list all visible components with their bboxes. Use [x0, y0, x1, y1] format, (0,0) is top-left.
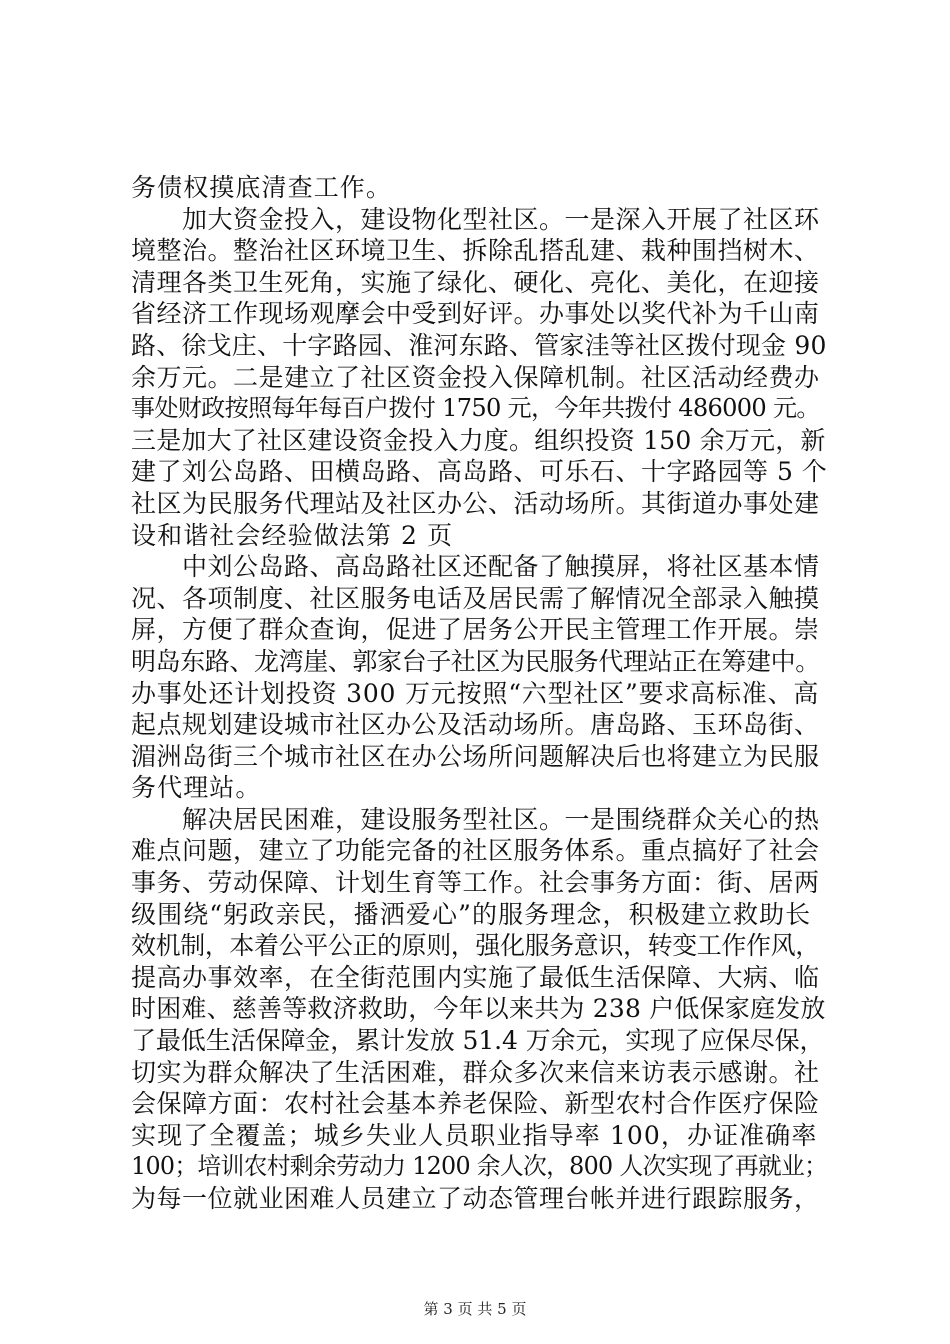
page-footer: 第 3 页 共 5 页: [423, 1300, 527, 1318]
text-line: 中刘公岛路、高岛路社区还配备了触摸屏，将社区基本情: [131, 552, 820, 582]
text-line: 余万元。二是建立了社区资金投入保障机制。社区活动经费办: [131, 362, 820, 392]
text-line: 务代理站。: [131, 773, 262, 803]
text-line: 解决居民困难，建设服务型社区。一是围绕群众关心的热: [131, 804, 820, 834]
text-line: 实现了全覆盖；城乡失业人员职业指导率 100，办证准确率: [131, 1120, 818, 1150]
text-line: 省经济工作现场观摩会中受到好评。办事处以奖代补为千山南: [131, 299, 820, 329]
text-line: 100；培训农村剩余劳动力 1200 余人次，800 人次实现了再就业；: [131, 1152, 828, 1181]
text-line: 设和谐社会经验做法第 2 页: [131, 520, 454, 550]
text-line: 社区为民服务代理站及社区办公、活动场所。其街道办事处建: [131, 488, 820, 518]
text-line: 屏，方便了群众查询，促进了居务公开民主管理工作开展。崇: [131, 615, 820, 645]
text-line: 建了刘公岛路、田横岛路、高岛路、可乐石、十字路园等 5 个: [131, 457, 828, 487]
text-line: 时困难、慈善等救济救助，今年以来共为 238 户低保家庭发放: [131, 994, 826, 1024]
text-line: 湄洲岛街三个城市社区在办公场所问题解决后也将建立为民服: [131, 741, 820, 771]
text-line: 会保障方面：农村社会基本养老保险、新型农村合作医疗保险: [131, 1089, 820, 1119]
text-line: 况、各项制度、社区服务电话及居民需了解情况全部录入触摸: [131, 583, 820, 613]
text-line: 事处财政按照每年每百户拨付 1750 元，今年共拨付 486000 元。: [131, 394, 820, 423]
text-line: 起点规划建设城市社区办公及活动场所。唐岛路、玉环岛街、: [131, 710, 820, 740]
text-line: 明岛东路、龙湾崖、郭家台子社区为民服务代理站正在筹建中。: [131, 646, 820, 676]
text-line: 级围绕“躬政亲民，播洒爱心”的服务理念，积极建立救助长: [131, 899, 812, 929]
text-line: 了最低生活保障金，累计发放 51.4 万余元，实现了应保尽保，: [131, 1026, 825, 1056]
text-line: 切实为群众解决了生活困难，群众多次来信来访表示感谢。社: [131, 1057, 820, 1087]
text-line: 加大资金投入，建设物化型社区。一是深入开展了社区环: [131, 204, 820, 234]
text-line: 路、徐戈庄、十字路园、淮河东路、管家洼等社区拨付现金 90: [131, 330, 827, 360]
text-line: 事务、劳动保障、计划生育等工作。社会事务方面：街、居两: [131, 868, 820, 898]
text-line: 为每一位就业困难人员建立了动态管理台帐并进行跟踪服务，: [131, 1184, 820, 1213]
text-line: 境整治。整治社区环境卫生、拆除乱搭乱建、栽种围挡树木、: [131, 236, 820, 266]
text-line: 办事处还计划投资 300 万元按照“六型社区”要求高标准、高: [131, 678, 820, 708]
text-line: 效机制，本着公平公正的原则，强化服务意识，转变工作作风，: [131, 931, 820, 961]
text-line: 难点问题，建立了功能完备的社区服务体系。重点搞好了社会: [131, 836, 820, 866]
text-line: 清理各类卫生死角，实施了绿化、硬化、亮化、美化，在迎接: [131, 267, 820, 297]
body-text: [131, 172, 827, 1215]
text-line: 务债权摸底清查工作。: [131, 173, 393, 202]
text-line: 提高办事效率，在全街范围内实施了最低生活保障、大病、临: [131, 962, 820, 992]
text-line: 三是加大了社区建设资金投入力度。组织投资 150 余万元，新: [131, 425, 826, 455]
